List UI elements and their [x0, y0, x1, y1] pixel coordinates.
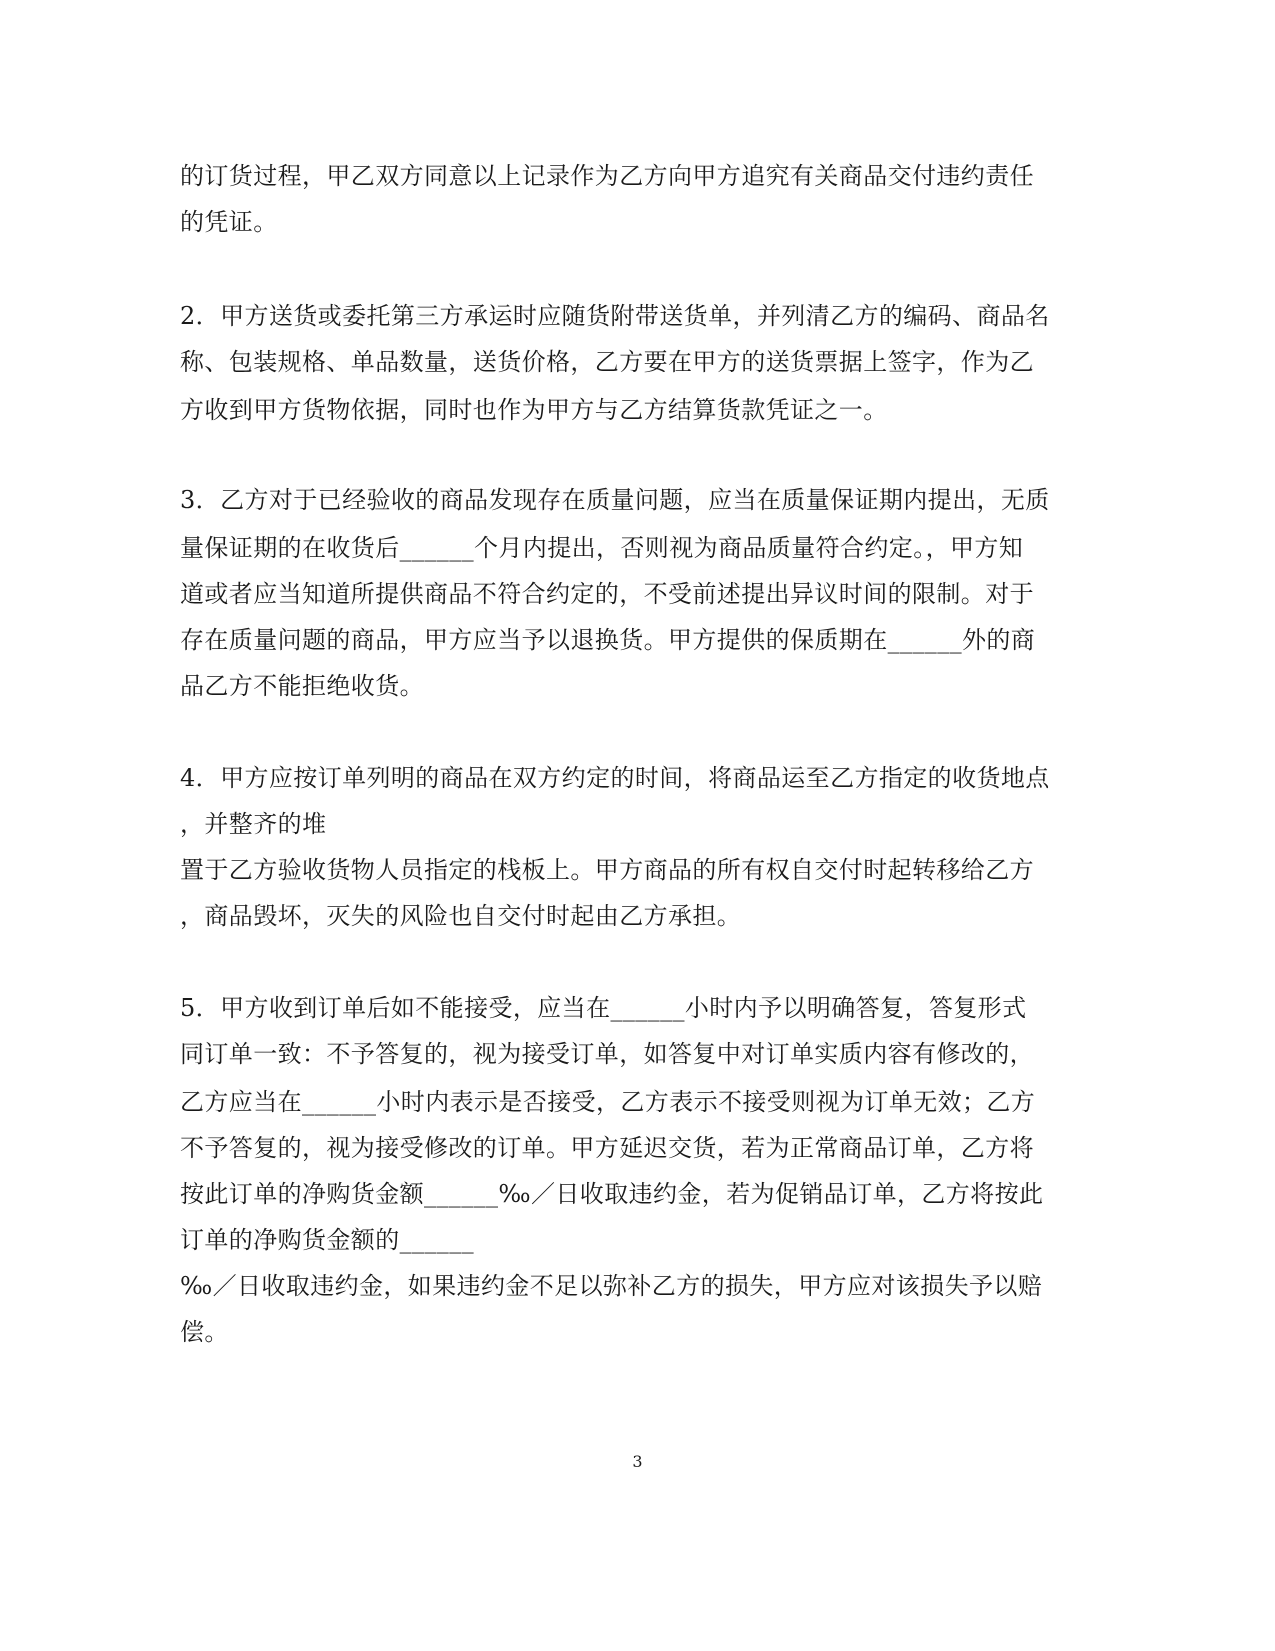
text-line: 偿。 [180, 1318, 229, 1346]
text-line: 的凭证。 [180, 208, 278, 236]
text-line: ，商品毁坏，灭失的风险也自交付时起由乙方承担。 [180, 902, 742, 930]
text-line: 同订单一致：不予答复的，视为接受订单，如答复中对订单实质内容有修改的， [180, 1040, 1034, 1068]
text-line: 订单的净购货金额的______ [180, 1226, 474, 1254]
text-line: 4．甲方应按订单列明的商品在双方约定的时间，将商品运至乙方指定的收货地点 [180, 764, 1050, 792]
text-line: 存在质量问题的商品，甲方应当予以退换货。甲方提供的保质期在______外的商 [180, 626, 1036, 654]
text-line: 方收到甲方货物依据，同时也作为甲方与乙方结算货款凭证之一。 [180, 396, 888, 424]
text-line: 按此订单的净购货金额______‰／日收取违约金，若为促销品订单，乙方将按此 [180, 1180, 1044, 1208]
text-line: ‰／日收取违约金，如果违约金不足以弥补乙方的损失，甲方应对该损失予以赔 [180, 1272, 1043, 1300]
text-line: 品乙方不能拒绝收货。 [180, 672, 424, 700]
text-line: 量保证期的在收货后______个月内提出，否则视为商品质量符合约定。，甲方知 [180, 534, 1024, 562]
text-line: 3．乙方对于已经验收的商品发现存在质量问题，应当在质量保证期内提出，无质 [180, 486, 1050, 514]
text-line: 道或者应当知道所提供商品不符合约定的，不受前述提出异议时间的限制。对于 [180, 580, 1034, 608]
text-line: 的订货过程，甲乙双方同意以上记录作为乙方向甲方追究有关商品交付违约责任 [180, 162, 1034, 190]
text-line: 乙方应当在______小时内表示是否接受，乙方表示不接受则视为订单无效；乙方 [180, 1088, 1036, 1116]
text-line: 置于乙方验收货物人员指定的栈板上。甲方商品的所有权自交付时起转移给乙方 [180, 856, 1034, 884]
text-line: ，并整齐的堆 [180, 810, 327, 838]
text-line: 2．甲方送货或委托第三方承运时应随货附带送货单，并列清乙方的编码、商品名 [180, 302, 1050, 330]
text-line: 称、包装规格、单品数量，送货价格，乙方要在甲方的送货票据上签字，作为乙 [180, 348, 1034, 376]
page-number: 3 [632, 1452, 643, 1471]
text-line: 5．甲方收到订单后如不能接受，应当在______小时内予以明确答复，答复形式 [180, 994, 1027, 1022]
text-line: 不予答复的，视为接受修改的订单。甲方延迟交货，若为正常商品订单，乙方将 [180, 1134, 1034, 1162]
